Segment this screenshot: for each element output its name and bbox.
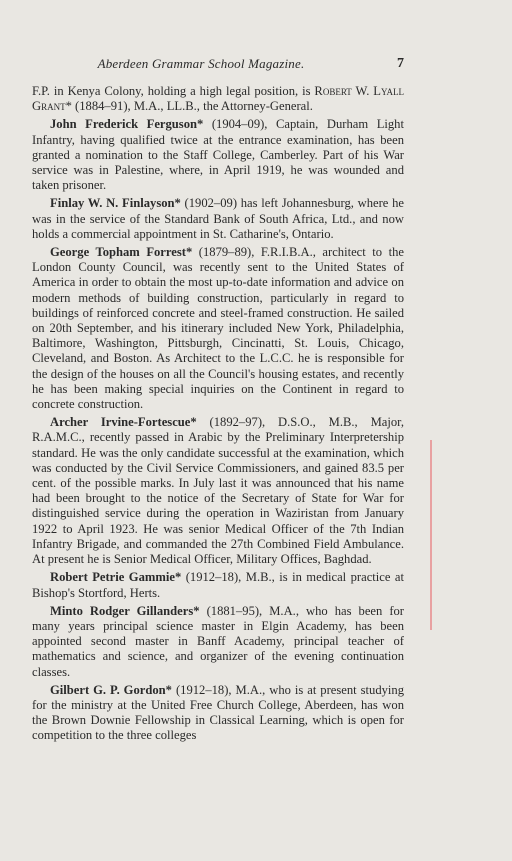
paragraph-text: (1912–18), M.B., is in medical practice at Bishop's Stortford, Herts.: [32, 570, 404, 600]
person-name: Gilbert G. P. Gordon*: [50, 682, 172, 697]
person-name-smallcaps: Robert W. Lyall Grant: [32, 84, 404, 114]
person-name: Robert Petrie Gammie*: [50, 570, 182, 585]
margin-mark: [430, 440, 432, 630]
paragraph-text: (1902–09) has left Johannesburg, where he was in the service of the Standard Bank of South Africa, Ltd., and now holds a commercial appointment in St. Catharine's, Ontario.: [32, 196, 404, 241]
paragraph-text: F.P. in Kenya Colony, holding a high legal position, is: [32, 84, 315, 98]
person-name: George Topham Forrest*: [50, 245, 193, 260]
paragraph-ferguson: [32, 117, 404, 193]
paragraph-text: (1892–97), D.S.O., M.B., Major, R.A.M.C., recently passed in Arabic by the Preliminary Interpretership standard. He was the only candidate successful at the examination, which was conducted by the Civil Service Commissioners, and gained 83.5 per cent. of the possible marks. In July last it was announced that his name had been brought to the notice of the Secretary of State for War for distinguished service during the operation in Waziristan from January 1922 to April 1923. He was senior Medical Officer of the 7th Indian Infantry Brigade, and commanded the 27th Combined Field Ambulance. At present he is Senior Medical Officer, Military Offices, Baghdad.: [32, 415, 404, 567]
paragraph-finlayson: [32, 196, 404, 242]
page-number: 7: [397, 56, 404, 71]
person-name: Archer Irvine-Fortescue*: [50, 415, 197, 430]
paragraph-gordon: [32, 683, 404, 744]
person-name: Minto Rodger Gillanders*: [50, 603, 200, 618]
paragraph-text: (1881–95), M.A., who has been for many years principal science master in Elgin Academy, has been appointed second master in Banff Academy, principal teacher of mathematics and science, and organizer of the evening continuation classes.: [32, 603, 405, 679]
paragraph-gillanders: [32, 604, 404, 680]
paragraph-irvine-fortescue: [32, 415, 404, 567]
person-name: Finlay W. N. Finlayson*: [50, 196, 181, 211]
person-name: John Frederick Ferguson*: [50, 117, 204, 132]
paragraph-text: (1912–18), M.A., who is at present studying for the ministry at the United Free Church College, Aberdeen, has won the Brown Downie Fellowship in Classical Learning, which is open for competition to the three colleges: [32, 682, 405, 743]
paragraph-text: * (1884–91), M.A., LL.B., the Attorney-General.: [65, 99, 313, 114]
paragraph-grant: [32, 84, 404, 114]
paragraph-gammie: [32, 570, 404, 600]
paragraph-forrest: [32, 245, 404, 412]
article-body: [32, 84, 404, 747]
paragraph-text: (1904–09), Captain, Durham Light Infantry, having qualified twice at the entrance examination, has been granted a nomination to the Staff College, Camberley. Part of his War service was in Palestine, where, in April 1919, he was wounded and taken prisoner.: [32, 117, 404, 193]
magazine-title: Aberdeen Grammar School Magazine.: [97, 56, 305, 71]
paragraph-text: (1879–89), F.R.I.B.A., architect to the London County Council, was recently sent to the United States of America in order to obtain the most up-to-date information and advice on modern methods of building construction, particularly in regard to buildings of reinforced concrete and steel-framed construction. He sailed on 20th September, and his itinerary included New York, Philadelphia, Baltimore, Washington, Pittsburgh, Cincinatti, St. Louis, Chicago, Cleveland, and Boston. As Architect to the L.C.C. he is responsible for the design of the houses on all the Council's housing estates, and recently he has been making special inquiries on the Continent in regard to concrete construction.: [32, 245, 404, 412]
